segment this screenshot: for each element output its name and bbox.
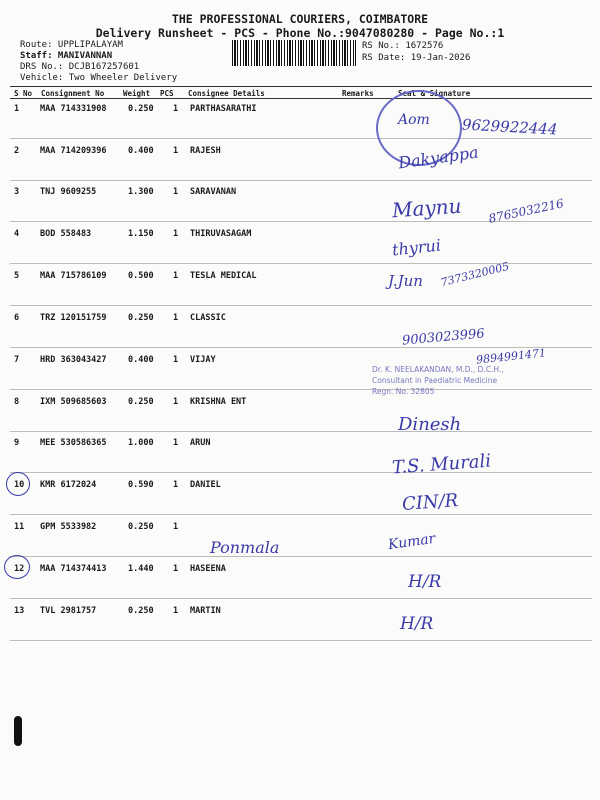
cell-weight: 0.400 [128,146,154,156]
cell-consignment: TRZ 120151759 [40,313,107,323]
phone-row-1: 9629922444 [461,115,558,139]
cell-pcs: 1 [173,480,179,490]
cell-sno: 7 [14,355,20,365]
cell-pcs: 1 [173,564,179,574]
doctor-stamp [372,364,504,397]
signature-13: H/R [400,614,434,634]
signature-11: Kumar [387,530,437,554]
cell-consignee: KRISHNA ENT [190,397,247,407]
cell-weight: 0.250 [128,606,154,616]
doctor-stamp-line1: Dr. K. NEELAKANDAN, M.D., D.C.H., [372,365,504,374]
row-divider [10,472,592,473]
col-consignee: Consignee Details [188,89,265,98]
cell-pcs: 1 [173,313,179,323]
handwritten-name-11: Ponmala [210,538,280,557]
cell-weight: 1.440 [128,564,154,574]
signature-5: J.Jun [388,272,423,290]
edge-mark [14,716,22,746]
cell-pcs: 1 [173,187,179,197]
col-sno: S No [14,89,33,98]
cell-sno: 5 [14,271,20,281]
cell-consignment: GPM 5533982 [40,522,97,532]
cell-pcs: 1 [173,606,179,616]
cell-weight: 1.300 [128,187,154,197]
signature-10: T.S. Murali [391,450,492,479]
cell-consignee: MARTIN [190,606,221,616]
cell-weight: 0.590 [128,480,154,490]
cell-consignee: PARTHASARATHI [190,104,257,114]
cell-pcs: 1 [173,271,179,281]
row-divider [10,347,592,348]
cell-sno: 2 [14,146,20,156]
doctor-stamp-line3: Regn. No. 32805 [372,387,435,396]
phone-row-5: 7373320005 [439,259,511,290]
col-remarks: Remarks [342,89,374,98]
row-divider [10,138,592,139]
cell-consignee: CLASSIC [190,313,226,323]
signature-12: H/R [408,572,442,592]
cell-sno: 4 [14,229,20,239]
row-divider [10,180,592,181]
cell-sno: 12 [14,564,25,574]
cell-consignment: MEE 530586365 [40,438,107,448]
header-bottom-rule [10,98,592,99]
cell-consignment: TNJ 9609255 [40,187,97,197]
cell-pcs: 1 [173,355,179,365]
cell-sno: 6 [14,313,20,323]
cell-consignment: MAA 714331908 [40,104,107,114]
cell-weight: 0.250 [128,397,154,407]
col-seal: Seal & Signature [398,89,471,98]
cell-pcs: 1 [173,397,179,407]
cell-consignment: MAA 714209396 [40,146,107,156]
cell-weight: 1.150 [128,229,154,239]
circle-mark-10 [6,472,30,496]
cell-pcs: 1 [173,438,179,448]
cell-sno: 9 [14,438,20,448]
doctor-stamp-line2: Consultant in Paediatric Medicine [372,376,498,385]
cell-weight: 0.500 [128,271,154,281]
rs-date: RS Date: 19-Jan-2026 [362,53,471,63]
row-divider [10,514,592,515]
cell-consignee: RAJESH [190,146,221,156]
signature-10b: CIN/R [401,490,459,515]
cell-sno: 10 [14,480,25,490]
cell-sno: 8 [14,397,20,407]
signature-1: Aom [398,112,430,128]
route: Route: UPPLIPALAYAM [20,40,123,50]
phone-row-7: 9003023996 [401,326,486,349]
cell-weight: 0.400 [128,355,154,365]
cell-weight: 0.250 [128,104,154,114]
cell-consignee: SARAVANAN [190,187,237,197]
cell-sno: 3 [14,187,20,197]
drs-number: DRS No.: DCJB167257601 [20,62,140,72]
cell-weight: 1.000 [128,438,154,448]
signature-4: thyrui [391,235,442,260]
signature-3: Maynu [391,193,463,223]
cell-consignment: HRD 363043427 [40,355,107,365]
col-weight: Weight [123,89,151,98]
circle-mark-12 [4,555,30,579]
cell-sno: 11 [14,522,25,532]
cell-pcs: 1 [173,522,179,532]
row-divider [10,598,592,599]
cell-pcs: 1 [173,229,179,239]
row-divider [10,389,592,390]
cell-weight: 0.250 [128,313,154,323]
rs-number: RS No.: 1672576 [362,41,444,51]
cell-consignee: THIRUVASAGAM [190,229,252,239]
phone-row-3: 8765032216 [487,196,565,226]
cell-sno: 1 [14,104,20,114]
cell-consignment: KMR 6172024 [40,480,97,490]
cell-consignment: MAA 715786109 [40,271,107,281]
phone-row-7b: 9894991471 [475,346,547,367]
cell-weight: 0.250 [128,522,154,532]
cell-consignee: DANIEL [190,480,221,490]
runsheet-subtitle: Delivery Runsheet - PCS - Phone No.:9047080280 - Page No.:1 [95,26,505,40]
signature-2: Dakyappa [397,142,480,173]
cell-consignee: ARUN [190,438,211,448]
header-top-rule [10,86,592,87]
row-divider [10,431,592,432]
vehicle: Vehicle: Two Wheeler Delivery [20,73,178,83]
signature-9: Dinesh [398,414,462,435]
cell-consignee: TESLA MEDICAL [190,271,257,281]
cell-pcs: 1 [173,146,179,156]
col-consignment: Consignment No [41,89,105,98]
cell-consignment: TVL 2981757 [40,606,97,616]
row-divider [10,556,592,557]
barcode [232,40,356,66]
cell-consignment: BOD 558483 [40,229,92,239]
company-title: THE PROFESSIONAL COURIERS, COIMBATORE [171,12,429,26]
cell-consignment: MAA 714374413 [40,564,107,574]
cell-pcs: 1 [173,104,179,114]
staff: Staff: MANIVANNAN [20,51,113,61]
col-pcs: PCS [160,89,174,98]
cell-sno: 13 [14,606,25,616]
cell-consignment: IXM 509685603 [40,397,107,407]
cell-consignee: VIJAY [190,355,216,365]
row-divider [10,640,592,641]
row-divider [10,305,592,306]
cell-consignee: HASEENA [190,564,226,574]
